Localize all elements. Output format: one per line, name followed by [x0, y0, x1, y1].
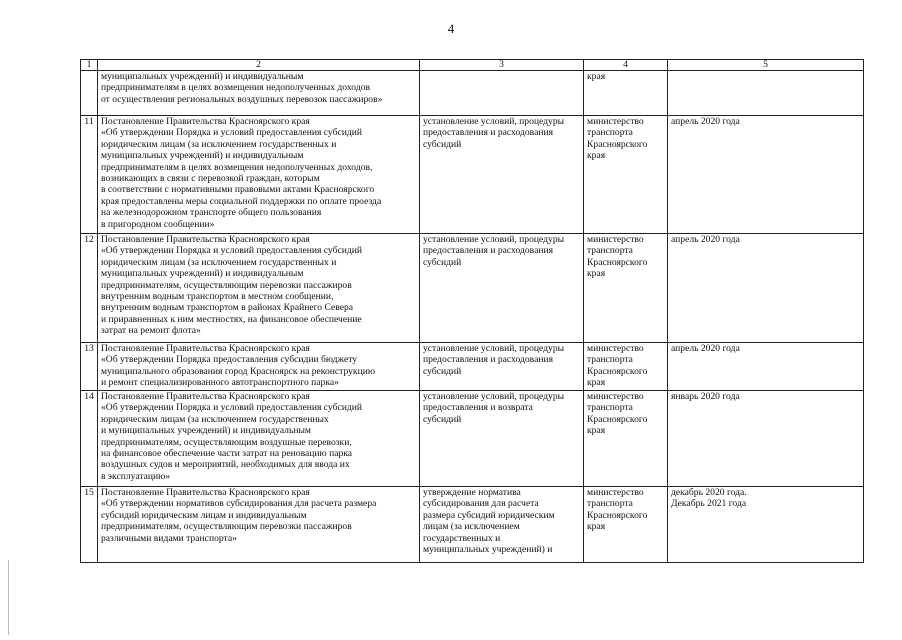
row-number-cell: 11: [81, 116, 98, 234]
table-row: [81, 234, 864, 343]
responsible-cell: [584, 391, 668, 487]
responsible-cell: [584, 116, 668, 234]
cell-line: Красноярского: [587, 256, 648, 268]
cell-line: муниципальных учреждений) и: [423, 544, 553, 556]
cell-line: Постановление Правительства Красноярского края: [101, 343, 310, 354]
action-cell: [420, 343, 584, 391]
row-number-cell: 13: [81, 343, 98, 391]
cell-line: Красноярского: [587, 138, 648, 150]
cell-line: «Об утверждении Порядка и условий предоставления субсидий: [101, 127, 363, 139]
cell-line: установление условий, процедуры: [423, 234, 565, 245]
deadline-cell: [668, 391, 864, 487]
cell-line: внутренним водным транспортом в районах Крайнего Севера: [101, 302, 354, 314]
cell-line: Красноярского: [587, 509, 648, 521]
cell-line: и муниципальных учреждений) и индивидуальным: [101, 425, 311, 437]
document-name-cell: [98, 116, 420, 234]
table-body: [81, 71, 864, 563]
action-cell: [420, 391, 584, 487]
cell-line: в соответствии с нормативными правовыми актами Красноярского: [101, 184, 375, 196]
cell-line: Красноярского: [587, 413, 648, 425]
deadline-cell: [668, 487, 864, 563]
cell-line: субсидий: [423, 365, 462, 377]
cell-line: края: [587, 71, 606, 82]
row-number-cell: [81, 71, 98, 116]
cell-line: возникающих в связи с перевозкой граждан, которым: [101, 173, 320, 185]
cell-line: министерство: [587, 343, 644, 354]
cell-line: края: [587, 425, 606, 437]
cell-line: юридическим лицам (за исключением государственных и: [101, 256, 337, 268]
responsible-cell: [584, 234, 668, 343]
cell-line: предпринимателям, осуществляющим перевозки пассажиров: [101, 279, 352, 291]
cell-line: предоставления и возврата: [423, 402, 533, 414]
cell-line: апрель 2020 года: [671, 343, 740, 354]
action-cell: [420, 71, 584, 116]
cell-line: лицам (за исключением: [423, 521, 520, 533]
row-number-cell: 12: [81, 234, 98, 343]
deadline-cell: [668, 71, 864, 116]
document-name-cell: [98, 234, 420, 343]
header-cell: 5: [668, 60, 864, 71]
cell-line: Красноярского: [587, 365, 648, 377]
cell-line: субсидирования для расчета: [423, 498, 539, 510]
cell-line: затрат на ремонт флота»: [101, 325, 201, 337]
cell-line: установление условий, процедуры: [423, 391, 565, 402]
cell-line: министерство: [587, 487, 644, 498]
cell-line: от осуществления региональных воздушных перевозок пассажиров»: [101, 93, 383, 105]
header-cell: 2: [98, 60, 420, 71]
cell-line: субсидий: [423, 256, 462, 268]
cell-line: январь 2020 года: [671, 391, 740, 402]
cell-line: Декабрь 2021 года: [671, 498, 747, 510]
cell-line: министерство: [587, 391, 644, 402]
cell-line: муниципальных учреждений) и индивидуальным: [101, 268, 304, 280]
cell-line: предоставления и расходования: [423, 354, 554, 366]
cell-line: юридическим лицам (за исключением государственных и: [101, 138, 337, 150]
cell-line: государственных и: [423, 532, 501, 544]
plan-table: [80, 59, 864, 563]
action-cell: [420, 116, 584, 234]
cell-line: транспорта: [587, 245, 633, 257]
cell-line: субсидий: [423, 413, 462, 425]
cell-line: края: [587, 150, 606, 162]
deadline-cell: [668, 234, 864, 343]
cell-line: апрель 2020 года: [671, 116, 740, 127]
row-number-cell: 15: [81, 487, 98, 563]
document-name-cell: [98, 71, 420, 116]
header-cell: 3: [420, 60, 584, 71]
cell-line: Постановление Правительства Красноярского края: [101, 487, 310, 498]
cell-line: внутренним водным транспортом в местном сообщении,: [101, 291, 334, 303]
deadline-cell: [668, 116, 864, 234]
table-row: [81, 391, 864, 487]
cell-line: декабрь 2020 года.: [671, 487, 747, 498]
header-cell: 4: [584, 60, 668, 71]
action-cell: [420, 487, 584, 563]
cell-line: субсидий: [423, 138, 462, 150]
document-name-cell: [98, 487, 420, 563]
cell-line: предпринимателям в целях возмещения недополученных доходов: [101, 82, 371, 94]
cell-line: министерство: [587, 116, 644, 127]
cell-line: предоставления и расходования: [423, 245, 554, 257]
table-row: [81, 487, 864, 563]
cell-line: и приравненных к ним местностях, на финансовое обеспечение: [101, 313, 362, 325]
cell-line: края: [587, 377, 606, 389]
cell-line: «Об утверждении Порядка и условий предоставления субсидий: [101, 245, 363, 257]
cell-line: предпринимателям, осуществляющим перевозки пассажиров: [101, 521, 352, 533]
cell-line: на финансовое обеспечение части затрат на реновацию парка: [101, 448, 353, 460]
cell-line: «Об утверждении нормативов субсидирования для расчета размера: [101, 498, 377, 510]
cell-line: предпринимателям, осуществляющим воздушные перевозки,: [101, 436, 352, 448]
cell-line: установление условий, процедуры: [423, 343, 565, 354]
cell-line: транспорта: [587, 354, 633, 366]
cell-line: в эксплуатацию»: [101, 470, 171, 482]
cell-line: муниципального образования город Красноярск на реконструкцию: [101, 365, 376, 377]
cell-line: различными видами транспорта»: [101, 532, 237, 544]
cell-line: предоставления и расходования: [423, 127, 554, 139]
cell-line: и ремонт специализированного автотранспортного парка»: [101, 377, 339, 389]
cell-line: воздушных судов и мероприятий, необходимых для ввода их: [101, 459, 350, 471]
cell-line: края предоставлены меры социальной поддержки по оплате проезда: [101, 195, 382, 207]
action-cell: [420, 234, 584, 343]
cell-line: установление условий, процедуры: [423, 116, 565, 127]
cell-line: на железнодорожном транспорте общего пользования: [101, 207, 322, 219]
cell-line: края: [587, 521, 606, 533]
cell-line: «Об утверждении Порядка и условий предоставления субсидий: [101, 402, 363, 414]
cell-line: юридическим лицам (за исключением государственных: [101, 413, 329, 425]
responsible-cell: [584, 343, 668, 391]
cell-line: в пригородном сообщении»: [101, 218, 215, 230]
table-row: [81, 343, 864, 391]
cell-line: субсидий юридическим лицам и индивидуальным: [101, 509, 307, 521]
cell-line: предпринимателям в целях возмещения недополученных доходов,: [101, 161, 373, 173]
cell-line: «Об утверждении Порядка предоставления субсидии бюджету: [101, 354, 358, 366]
cell-line: транспорта: [587, 498, 633, 510]
cell-line: Постановление Правительства Красноярского края: [101, 234, 310, 245]
cell-line: Постановление Правительства Красноярского края: [101, 116, 310, 127]
responsible-cell: [584, 487, 668, 563]
cell-line: муниципальных учреждений) и индивидуальным: [101, 71, 304, 82]
row-number-cell: 14: [81, 391, 98, 487]
cell-line: транспорта: [587, 402, 633, 414]
scan-artifact-line: [8, 560, 9, 635]
header-row: [81, 60, 864, 71]
cell-line: муниципальных учреждений) и индивидуальным: [101, 150, 304, 162]
cell-line: министерство: [587, 234, 644, 245]
page-number: 4: [447, 21, 455, 36]
cell-line: транспорта: [587, 127, 633, 139]
document-name-cell: [98, 343, 420, 391]
responsible-cell: [584, 71, 668, 116]
cell-line: утверждение норматива: [423, 487, 521, 498]
table-row: [81, 71, 864, 116]
cell-line: края: [587, 268, 606, 280]
table-row: [81, 116, 864, 234]
cell-line: Постановление Правительства Красноярского края: [101, 391, 310, 402]
header-cell: 1: [81, 60, 98, 71]
cell-line: апрель 2020 года: [671, 234, 740, 245]
deadline-cell: [668, 343, 864, 391]
document-name-cell: [98, 391, 420, 487]
cell-line: размера субсидий юридическим: [423, 509, 555, 521]
